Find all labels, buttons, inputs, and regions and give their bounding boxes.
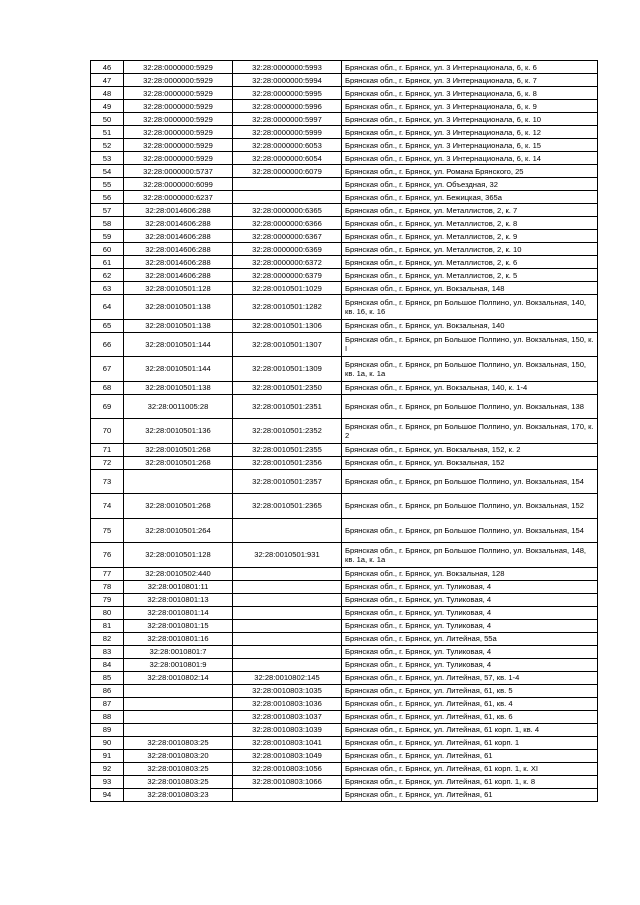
land-cadastral-number-cell: 32:28:0010803:20 (124, 749, 233, 762)
address-cell: Брянская обл., г. Брянск, ул. Металлистов, 2, к. 8 (342, 217, 598, 230)
table-row (91, 191, 598, 204)
land-cadastral-number-cell: 32:28:0010803:25 (124, 736, 233, 749)
table-row (91, 619, 598, 632)
land-cadastral-number-cell: 32:28:0010501:136 (124, 419, 233, 444)
row-number-cell: 56 (91, 191, 124, 204)
row-number-cell: 65 (91, 319, 124, 332)
object-cadastral-number-cell: 32:28:0010501:1029 (233, 282, 342, 295)
table-row (91, 419, 598, 444)
address-cell: Брянская обл., г. Брянск, ул. Туликовая, 4 (342, 619, 598, 632)
row-number-cell: 82 (91, 632, 124, 645)
table-row (91, 518, 598, 543)
row-number-cell: 48 (91, 87, 124, 100)
object-cadastral-number-cell: 32:28:0010501:2350 (233, 381, 342, 394)
object-cadastral-number-cell: 32:28:0010803:1049 (233, 749, 342, 762)
row-number-cell: 76 (91, 543, 124, 568)
row-number-cell: 68 (91, 381, 124, 394)
row-number-cell: 54 (91, 165, 124, 178)
row-number-cell: 72 (91, 456, 124, 469)
row-number-cell: 61 (91, 256, 124, 269)
address-cell: Брянская обл., г. Брянск, ул. Вокзальная, 140, к. 1-4 (342, 381, 598, 394)
land-cadastral-number-cell: 32:28:0010801:14 (124, 606, 233, 619)
row-number-cell: 58 (91, 217, 124, 230)
land-cadastral-number-cell: 32:28:0010801:9 (124, 658, 233, 671)
row-number-cell: 47 (91, 74, 124, 87)
row-number-cell: 51 (91, 126, 124, 139)
table-row (91, 543, 598, 568)
row-number-cell: 91 (91, 749, 124, 762)
table-row (91, 74, 598, 87)
table-row (91, 87, 598, 100)
table-row (91, 357, 598, 382)
table-row (91, 788, 598, 801)
table-row (91, 580, 598, 593)
table-row (91, 256, 598, 269)
address-cell: Брянская обл., г. Брянск, рп Большое Полпино, ул. Вокзальная, 170, к. 2 (342, 419, 598, 444)
object-cadastral-number-cell: 32:28:0010501:1282 (233, 295, 342, 320)
row-number-cell: 80 (91, 606, 124, 619)
land-cadastral-number-cell: 32:28:0011005:28 (124, 394, 233, 419)
table-row (91, 645, 598, 658)
land-cadastral-number-cell: 32:28:0014606:288 (124, 256, 233, 269)
table-row (91, 61, 598, 74)
land-cadastral-number-cell: 32:28:0010801:7 (124, 645, 233, 658)
address-cell: Брянская обл., г. Брянск, ул. Вокзальная, 152, к. 2 (342, 443, 598, 456)
address-cell: Брянская обл., г. Брянск, рп Большое Полпино, ул. Вокзальная, 148, кв. 1а, к. 1а (342, 543, 598, 568)
object-cadastral-number-cell: 32:28:0000000:5997 (233, 113, 342, 126)
table-row (91, 295, 598, 320)
row-number-cell: 79 (91, 593, 124, 606)
land-cadastral-number-cell: 32:28:0010501:264 (124, 518, 233, 543)
object-cadastral-number-cell (233, 518, 342, 543)
address-cell: Брянская обл., г. Брянск, ул. Туликовая, 4 (342, 658, 598, 671)
address-cell: Брянская обл., г. Брянск, ул. Литейная, 55а (342, 632, 598, 645)
object-cadastral-number-cell: 32:28:0010501:2352 (233, 419, 342, 444)
table-row (91, 332, 598, 357)
object-cadastral-number-cell (233, 191, 342, 204)
address-cell: Брянская обл., г. Брянск, ул. 3 Интернационала, 6, к. 9 (342, 100, 598, 113)
object-cadastral-number-cell: 32:28:0000000:6366 (233, 217, 342, 230)
address-cell: Брянская обл., г. Брянск, рп Большое Полпино, ул. Вокзальная, 138 (342, 394, 598, 419)
address-cell: Брянская обл., г. Брянск, рп Большое Полпино, ул. Вокзальная, 150, кв. 1а, к. 1а (342, 357, 598, 382)
table-row (91, 319, 598, 332)
land-cadastral-number-cell: 32:28:0014606:288 (124, 243, 233, 256)
address-cell: Брянская обл., г. Брянск, ул. Вокзальная, 152 (342, 456, 598, 469)
address-cell: Брянская обл., г. Брянск, ул. Литейная, 61 (342, 788, 598, 801)
object-cadastral-number-cell: 32:28:0010803:1041 (233, 736, 342, 749)
address-cell: Брянская обл., г. Брянск, рп Большое Полпино, ул. Вокзальная, 152 (342, 494, 598, 519)
row-number-cell: 94 (91, 788, 124, 801)
land-cadastral-number-cell: 32:28:0000000:5929 (124, 139, 233, 152)
object-cadastral-number-cell: 32:28:0000000:6367 (233, 230, 342, 243)
address-cell: Брянская обл., г. Брянск, ул. Романа Брянского, 25 (342, 165, 598, 178)
land-cadastral-number-cell: 32:28:0014606:288 (124, 217, 233, 230)
land-cadastral-number-cell: 32:28:0010501:268 (124, 456, 233, 469)
land-cadastral-number-cell: 32:28:0014606:288 (124, 204, 233, 217)
land-cadastral-number-cell: 32:28:0010803:23 (124, 788, 233, 801)
table-row (91, 606, 598, 619)
row-number-cell: 63 (91, 282, 124, 295)
table-row (91, 100, 598, 113)
table-row (91, 684, 598, 697)
table-body (91, 61, 598, 802)
row-number-cell: 77 (91, 567, 124, 580)
address-cell: Брянская обл., г. Брянск, ул. Металлистов, 2, к. 10 (342, 243, 598, 256)
row-number-cell: 70 (91, 419, 124, 444)
object-cadastral-number-cell: 32:28:0000000:6079 (233, 165, 342, 178)
table-row (91, 152, 598, 165)
object-cadastral-number-cell: 32:28:0010501:931 (233, 543, 342, 568)
land-cadastral-number-cell: 32:28:0000000:5929 (124, 152, 233, 165)
object-cadastral-number-cell (233, 593, 342, 606)
object-cadastral-number-cell: 32:28:0000000:6372 (233, 256, 342, 269)
land-cadastral-number-cell: 32:28:0000000:5929 (124, 113, 233, 126)
address-cell: Брянская обл., г. Брянск, ул. Бежицкая, 365а (342, 191, 598, 204)
object-cadastral-number-cell: 32:28:0010803:1039 (233, 723, 342, 736)
land-cadastral-number-cell: 32:28:0000000:5929 (124, 61, 233, 74)
row-number-cell: 52 (91, 139, 124, 152)
land-cadastral-number-cell: 32:28:0010501:144 (124, 357, 233, 382)
object-cadastral-number-cell: 32:28:0010501:2356 (233, 456, 342, 469)
object-cadastral-number-cell: 32:28:0000000:5996 (233, 100, 342, 113)
table-row (91, 269, 598, 282)
address-cell: Брянская обл., г. Брянск, рп Большое Полпино, ул. Вокзальная, 150, к. I (342, 332, 598, 357)
row-number-cell: 50 (91, 113, 124, 126)
object-cadastral-number-cell: 32:28:0010802:145 (233, 671, 342, 684)
object-cadastral-number-cell: 32:28:0010501:1307 (233, 332, 342, 357)
land-cadastral-number-cell: 32:28:0000000:5929 (124, 100, 233, 113)
object-cadastral-number-cell: 32:28:0010501:1306 (233, 319, 342, 332)
address-cell: Брянская обл., г. Брянск, ул. 3 Интернационала, 6, к. 12 (342, 126, 598, 139)
object-cadastral-number-cell: 32:28:0000000:6053 (233, 139, 342, 152)
address-cell: Брянская обл., г. Брянск, ул. Металлистов, 2, к. 6 (342, 256, 598, 269)
table-row (91, 113, 598, 126)
land-cadastral-number-cell: 32:28:0010802:14 (124, 671, 233, 684)
address-cell: Брянская обл., г. Брянск, ул. Объездная, 32 (342, 178, 598, 191)
row-number-cell: 60 (91, 243, 124, 256)
object-cadastral-number-cell (233, 606, 342, 619)
row-number-cell: 88 (91, 710, 124, 723)
object-cadastral-number-cell: 32:28:0010803:1036 (233, 697, 342, 710)
table-row (91, 443, 598, 456)
object-cadastral-number-cell: 32:28:0010803:1037 (233, 710, 342, 723)
address-cell: Брянская обл., г. Брянск, ул. 3 Интернационала, 6, к. 14 (342, 152, 598, 165)
address-cell: Брянская обл., г. Брянск, ул. 3 Интернационала, 6, к. 8 (342, 87, 598, 100)
address-cell: Брянская обл., г. Брянск, рп Большое Полпино, ул. Вокзальная, 154 (342, 469, 598, 494)
row-number-cell: 78 (91, 580, 124, 593)
land-cadastral-number-cell: 32:28:0000000:5929 (124, 87, 233, 100)
row-number-cell: 55 (91, 178, 124, 191)
address-cell: Брянская обл., г. Брянск, ул. Литейная, 61 корп. 1, к. XI (342, 762, 598, 775)
row-number-cell: 87 (91, 697, 124, 710)
land-cadastral-number-cell (124, 710, 233, 723)
address-cell: Брянская обл., г. Брянск, ул. Литейная, 57, кв. 1-4 (342, 671, 598, 684)
address-cell: Брянская обл., г. Брянск, ул. Туликовая, 4 (342, 645, 598, 658)
address-cell: Брянская обл., г. Брянск, ул. 3 Интернационала, 6, к. 10 (342, 113, 598, 126)
address-cell: Брянская обл., г. Брянск, ул. Туликовая, 4 (342, 606, 598, 619)
table-row (91, 710, 598, 723)
object-cadastral-number-cell: 32:28:0000000:6054 (233, 152, 342, 165)
row-number-cell: 81 (91, 619, 124, 632)
address-cell: Брянская обл., г. Брянск, ул. Вокзальная, 148 (342, 282, 598, 295)
object-cadastral-number-cell (233, 645, 342, 658)
row-number-cell: 75 (91, 518, 124, 543)
table-row (91, 230, 598, 243)
object-cadastral-number-cell: 32:28:0010803:1056 (233, 762, 342, 775)
row-number-cell: 69 (91, 394, 124, 419)
land-cadastral-number-cell: 32:28:0010801:16 (124, 632, 233, 645)
table-row (91, 204, 598, 217)
row-number-cell: 57 (91, 204, 124, 217)
address-cell: Брянская обл., г. Брянск, ул. Литейная, 61 корп. 1, к. 8 (342, 775, 598, 788)
object-cadastral-number-cell: 32:28:0010501:2357 (233, 469, 342, 494)
table-row (91, 165, 598, 178)
row-number-cell: 59 (91, 230, 124, 243)
land-cadastral-number-cell: 32:28:0010801:13 (124, 593, 233, 606)
object-cadastral-number-cell: 32:28:0000000:6365 (233, 204, 342, 217)
table-row (91, 671, 598, 684)
land-cadastral-number-cell: 32:28:0010501:138 (124, 319, 233, 332)
land-cadastral-number-cell: 32:28:0010501:128 (124, 543, 233, 568)
table-row (91, 469, 598, 494)
object-cadastral-number-cell (233, 632, 342, 645)
object-cadastral-number-cell: 32:28:0010501:1309 (233, 357, 342, 382)
row-number-cell: 64 (91, 295, 124, 320)
address-cell: Брянская обл., г. Брянск, ул. Металлистов, 2, к. 7 (342, 204, 598, 217)
object-cadastral-number-cell: 32:28:0000000:5995 (233, 87, 342, 100)
land-cadastral-number-cell: 32:28:0000000:5929 (124, 126, 233, 139)
address-cell: Брянская обл., г. Брянск, ул. Литейная, 61 корп. 1, кв. 4 (342, 723, 598, 736)
table-row (91, 494, 598, 519)
address-cell: Брянская обл., г. Брянск, ул. Вокзальная, 128 (342, 567, 598, 580)
address-cell: Брянская обл., г. Брянск, ул. Вокзальная, 140 (342, 319, 598, 332)
row-number-cell: 46 (91, 61, 124, 74)
row-number-cell: 83 (91, 645, 124, 658)
table-row (91, 217, 598, 230)
land-cadastral-number-cell: 32:28:0010803:25 (124, 762, 233, 775)
row-number-cell: 85 (91, 671, 124, 684)
land-cadastral-number-cell: 32:28:0010801:15 (124, 619, 233, 632)
land-cadastral-number-cell: 32:28:0010501:138 (124, 295, 233, 320)
object-cadastral-number-cell (233, 178, 342, 191)
object-cadastral-number-cell (233, 658, 342, 671)
address-cell: Брянская обл., г. Брянск, ул. Литейная, 61 корп. 1 (342, 736, 598, 749)
land-cadastral-number-cell: 32:28:0010501:144 (124, 332, 233, 357)
land-cadastral-number-cell: 32:28:0010501:138 (124, 381, 233, 394)
table-row (91, 139, 598, 152)
land-cadastral-number-cell: 32:28:0000000:5929 (124, 74, 233, 87)
address-cell: Брянская обл., г. Брянск, ул. 3 Интернационала, 6, к. 15 (342, 139, 598, 152)
row-number-cell: 93 (91, 775, 124, 788)
table-row (91, 394, 598, 419)
object-cadastral-number-cell: 32:28:0000000:6369 (233, 243, 342, 256)
land-cadastral-number-cell (124, 697, 233, 710)
land-cadastral-number-cell: 32:28:0000000:6237 (124, 191, 233, 204)
table-row (91, 593, 598, 606)
address-cell: Брянская обл., г. Брянск, ул. Литейная, 61, кв. 5 (342, 684, 598, 697)
address-cell: Брянская обл., г. Брянск, ул. 3 Интернационала, 6, к. 7 (342, 74, 598, 87)
land-cadastral-number-cell: 32:28:0010501:268 (124, 494, 233, 519)
table-row (91, 126, 598, 139)
table-row (91, 282, 598, 295)
address-cell: Брянская обл., г. Брянск, рп Большое Полпино, ул. Вокзальная, 140, кв. 16, к. 16 (342, 295, 598, 320)
table-row (91, 456, 598, 469)
address-cell: Брянская обл., г. Брянск, ул. Металлистов, 2, к. 9 (342, 230, 598, 243)
object-cadastral-number-cell: 32:28:0000000:5993 (233, 61, 342, 74)
address-cell: Брянская обл., г. Брянск, ул. Туликовая, 4 (342, 580, 598, 593)
address-cell: Брянская обл., г. Брянск, ул. Туликовая, 4 (342, 593, 598, 606)
address-cell: Брянская обл., г. Брянск, ул. Литейная, 61, кв. 6 (342, 710, 598, 723)
row-number-cell: 89 (91, 723, 124, 736)
table-row (91, 736, 598, 749)
row-number-cell: 53 (91, 152, 124, 165)
row-number-cell: 49 (91, 100, 124, 113)
land-cadastral-number-cell (124, 723, 233, 736)
object-cadastral-number-cell: 32:28:0000000:5999 (233, 126, 342, 139)
object-cadastral-number-cell (233, 619, 342, 632)
table-row (91, 567, 598, 580)
row-number-cell: 73 (91, 469, 124, 494)
row-number-cell: 66 (91, 332, 124, 357)
table-row (91, 178, 598, 191)
land-cadastral-number-cell (124, 684, 233, 697)
row-number-cell: 84 (91, 658, 124, 671)
table-row (91, 381, 598, 394)
land-cadastral-number-cell: 32:28:0014606:288 (124, 269, 233, 282)
row-number-cell: 90 (91, 736, 124, 749)
object-cadastral-number-cell: 32:28:0000000:6379 (233, 269, 342, 282)
address-cell: Брянская обл., г. Брянск, ул. Литейная, 61, кв. 4 (342, 697, 598, 710)
table-row (91, 243, 598, 256)
table-row (91, 723, 598, 736)
object-cadastral-number-cell (233, 580, 342, 593)
table-row (91, 658, 598, 671)
address-cell: Брянская обл., г. Брянск, ул. 3 Интернационала, 6, к. 6 (342, 61, 598, 74)
row-number-cell: 71 (91, 443, 124, 456)
object-cadastral-number-cell: 32:28:0010501:2355 (233, 443, 342, 456)
row-number-cell: 74 (91, 494, 124, 519)
row-number-cell: 62 (91, 269, 124, 282)
cadastral-table (90, 60, 598, 802)
land-cadastral-number-cell: 32:28:0000000:5737 (124, 165, 233, 178)
row-number-cell: 67 (91, 357, 124, 382)
row-number-cell: 86 (91, 684, 124, 697)
address-cell: Брянская обл., г. Брянск, ул. Литейная, 61 (342, 749, 598, 762)
land-cadastral-number-cell: 32:28:0014606:288 (124, 230, 233, 243)
object-cadastral-number-cell (233, 567, 342, 580)
address-cell: Брянская обл., г. Брянск, рп Большое Полпино, ул. Вокзальная, 154 (342, 518, 598, 543)
object-cadastral-number-cell: 32:28:0000000:5994 (233, 74, 342, 87)
land-cadastral-number-cell: 32:28:0010501:128 (124, 282, 233, 295)
land-cadastral-number-cell: 32:28:0000000:6099 (124, 178, 233, 191)
table-row (91, 775, 598, 788)
row-number-cell: 92 (91, 762, 124, 775)
land-cadastral-number-cell: 32:28:0010801:11 (124, 580, 233, 593)
object-cadastral-number-cell: 32:28:0010501:2351 (233, 394, 342, 419)
table-row (91, 697, 598, 710)
land-cadastral-number-cell: 32:28:0010803:25 (124, 775, 233, 788)
object-cadastral-number-cell: 32:28:0010501:2365 (233, 494, 342, 519)
address-cell: Брянская обл., г. Брянск, ул. Металлистов, 2, к. 5 (342, 269, 598, 282)
object-cadastral-number-cell: 32:28:0010803:1066 (233, 775, 342, 788)
land-cadastral-number-cell: 32:28:0010502:440 (124, 567, 233, 580)
table-row (91, 749, 598, 762)
table-row (91, 632, 598, 645)
table-row (91, 762, 598, 775)
object-cadastral-number-cell (233, 788, 342, 801)
land-cadastral-number-cell (124, 469, 233, 494)
object-cadastral-number-cell: 32:28:0010803:1035 (233, 684, 342, 697)
land-cadastral-number-cell: 32:28:0010501:268 (124, 443, 233, 456)
